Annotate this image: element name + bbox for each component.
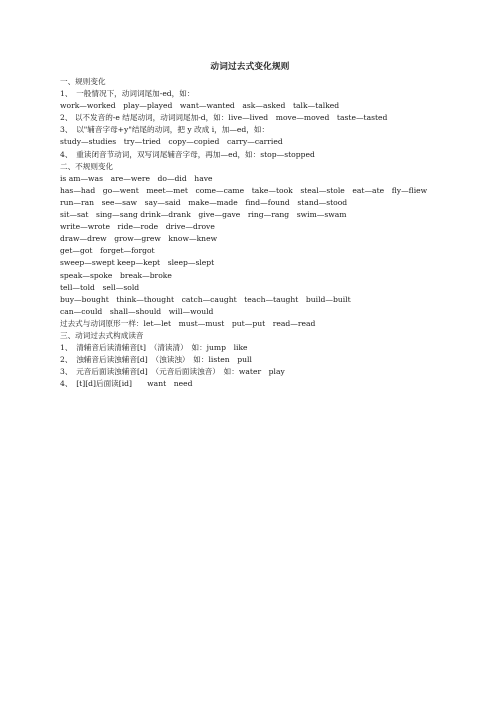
irregular-line-2: has—had go—went meet—met come—came take—took steal—stole eat—ate fly—fliew run—ran see—saw say—said make—made find—found stand—stood bbox=[60, 185, 435, 207]
irregular-line-3: sit—sat sing—sang drink—drank give—gave ring—rang swim—swam bbox=[60, 210, 347, 220]
irregular-line-8: speak—spoke break—broke bbox=[60, 270, 172, 280]
irregular-line-10: buy—bought think—thought catch—caught teach—taught build—built bbox=[60, 294, 351, 304]
pronunciation-rule-4: 4、 [t][d]后面读[id] want need bbox=[60, 379, 193, 389]
document-page bbox=[60, 62, 440, 390]
section-heading-pronunciation: 三、动词过去式构成读音 bbox=[60, 330, 144, 340]
same-form-line: 过去式与动词原形一样：let—let must—must put—put read—read bbox=[60, 318, 316, 328]
section-heading-irregular: 二、不规则变化 bbox=[60, 161, 114, 171]
irregular-line-4: write—wrote ride—rode drive—drove bbox=[60, 222, 215, 232]
irregular-line-11: can—could shall—should will—would bbox=[60, 306, 214, 316]
irregular-line-7: sweep—swept keep—kept sleep—slept bbox=[60, 258, 215, 268]
rule-1: 1、 一般情况下，动词词尾加-ed，如： bbox=[60, 89, 195, 99]
pronunciation-rule-3: 3、 元音后面读浊辅音[d] （元音后面读浊音） 如：water play bbox=[60, 367, 285, 377]
document-title: 动词过去式变化规则 bbox=[210, 62, 290, 72]
section-heading-regular: 一、规则变化 bbox=[60, 77, 106, 86]
irregular-line-9: tell—told sell—sold bbox=[60, 282, 140, 292]
rule-3: 3、 以"辅音字母+y"结尾的动词，把 y 改成 i，加—ed，如： bbox=[60, 125, 270, 135]
rule-3-examples: study—studies try—tried copy—copied carry—carried bbox=[60, 137, 283, 147]
irregular-line-6: get—got forget—forgot bbox=[60, 246, 155, 256]
pronunciation-rule-1: 1、 清辅音后读清辅音[t] （清读清） 如：jump like bbox=[60, 343, 248, 353]
rule-1-examples: work—worked play—played want—wanted ask—asked talk—talked bbox=[60, 101, 340, 111]
irregular-line-5: draw—drew grow—grew know—knew bbox=[60, 234, 218, 244]
rule-4: 4、 重读闭音节动词，双写词尾辅音字母，再加—ed，如：stop—stopped bbox=[60, 149, 315, 159]
pronunciation-rule-2: 2、 浊辅音后读浊辅音[d] （浊读浊） 如：listen pull bbox=[60, 355, 252, 365]
irregular-line-1: is am—was are—were do—did have bbox=[60, 173, 213, 183]
rule-2: 2、 以不发音的-e 结尾动词，动词词尾加-d，如：live—lived move—moved taste—tasted bbox=[60, 113, 388, 123]
